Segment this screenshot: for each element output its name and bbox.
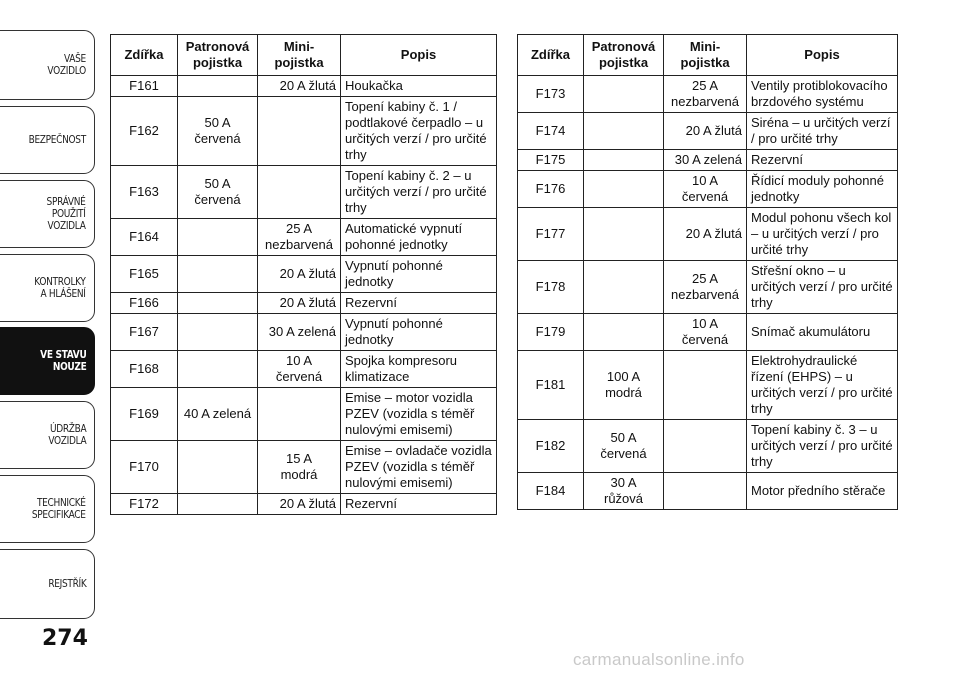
description-cell: Rezervní xyxy=(341,494,497,515)
description-cell: Rezervní xyxy=(747,150,898,171)
description-cell: Vypnutí pohonné jednotky xyxy=(341,256,497,293)
header-cartridge: Patronová pojistka xyxy=(178,35,258,76)
table-row xyxy=(111,494,497,515)
fuse-id-cell: F165 xyxy=(111,256,178,293)
table-row xyxy=(518,261,898,314)
fuse-id-cell: F184 xyxy=(518,473,584,510)
cartridge-fuse-cell xyxy=(178,494,258,515)
cartridge-fuse-cell xyxy=(584,261,664,314)
cartridge-fuse-cell xyxy=(584,76,664,113)
mini-fuse-cell: 20 A žlutá xyxy=(258,293,341,314)
table-row xyxy=(111,97,497,166)
cartridge-fuse-cell xyxy=(178,293,258,314)
cartridge-fuse-cell: 50 A červená xyxy=(178,166,258,219)
fuse-id-cell: F177 xyxy=(518,208,584,261)
mini-fuse-cell xyxy=(664,420,747,473)
fuse-id-cell: F163 xyxy=(111,166,178,219)
fuse-id-cell: F170 xyxy=(111,441,178,494)
fuse-id-cell: F169 xyxy=(111,388,178,441)
description-cell: Emise – motor vozidla PZEV (vozidla s téměř nulovými emisemi) xyxy=(341,388,497,441)
description-cell: Řídicí moduly pohonné jednotky xyxy=(747,171,898,208)
description-cell: Spojka kompresoru klimatizace xyxy=(341,351,497,388)
table-row xyxy=(111,256,497,293)
description-cell: Siréna – u určitých verzí / pro určité trhy xyxy=(747,113,898,150)
tab-ve-stavu-nouze[interactable] xyxy=(0,327,95,395)
tab-vase-vozidlo[interactable] xyxy=(0,30,95,100)
mini-fuse-cell: 15 A modrá xyxy=(258,441,341,494)
cartridge-fuse-cell xyxy=(178,351,258,388)
cartridge-fuse-cell xyxy=(178,314,258,351)
header-fuse: Zdířka xyxy=(518,35,584,76)
mini-fuse-cell: 20 A žlutá xyxy=(258,76,341,97)
cartridge-fuse-cell xyxy=(178,441,258,494)
mini-fuse-cell: 30 A zelená xyxy=(258,314,341,351)
header-fuse: Zdířka xyxy=(111,35,178,76)
table-row xyxy=(518,150,898,171)
mini-fuse-cell: 30 A zelená xyxy=(664,150,747,171)
page-number: 274 xyxy=(42,626,88,651)
tab-bezpecnost[interactable] xyxy=(0,106,95,174)
cartridge-fuse-cell: 30 A růžová xyxy=(584,473,664,510)
section-tabs xyxy=(0,0,100,678)
cartridge-fuse-cell xyxy=(584,171,664,208)
table-row xyxy=(111,219,497,256)
header-mini: Mini-pojistka xyxy=(258,35,341,76)
cartridge-fuse-cell xyxy=(584,113,664,150)
table-row xyxy=(111,293,497,314)
table-row xyxy=(111,166,497,219)
mini-fuse-cell: 10 A červená xyxy=(664,171,747,208)
mini-fuse-cell: 25 A nezbarvená xyxy=(664,261,747,314)
tab-rejstrik[interactable] xyxy=(0,549,95,619)
tab-kontrolky[interactable] xyxy=(0,254,95,322)
description-cell: Emise – ovladače vozidla PZEV (vozidla s téměř nulovými emisemi) xyxy=(341,441,497,494)
table-row xyxy=(518,351,898,420)
description-cell: Automatické vypnutí pohonné jednotky xyxy=(341,219,497,256)
cartridge-fuse-cell xyxy=(178,76,258,97)
mini-fuse-cell: 20 A žlutá xyxy=(258,256,341,293)
cartridge-fuse-cell: 40 A zelená xyxy=(178,388,258,441)
tab-technicke-specifikace[interactable] xyxy=(0,475,95,543)
description-cell: Snímač akumulátoru xyxy=(747,314,898,351)
fuse-id-cell: F172 xyxy=(111,494,178,515)
description-cell: Modul pohonu všech kol – u určitých verzí / pro určité trhy xyxy=(747,208,898,261)
tab-udrzba[interactable] xyxy=(0,401,95,469)
table-header-row xyxy=(518,35,898,76)
cartridge-fuse-cell: 50 A červená xyxy=(584,420,664,473)
mini-fuse-cell: 10 A červená xyxy=(258,351,341,388)
mini-fuse-cell: 20 A žlutá xyxy=(664,208,747,261)
tab-label: TECHNICKÉ SPECIFIKACE xyxy=(32,496,86,521)
cartridge-fuse-cell xyxy=(584,150,664,171)
cartridge-fuse-cell xyxy=(178,256,258,293)
table-row xyxy=(518,473,898,510)
table-row xyxy=(518,171,898,208)
mini-fuse-cell: 25 A nezbarvená xyxy=(258,219,341,256)
fuse-id-cell: F164 xyxy=(111,219,178,256)
cartridge-fuse-cell xyxy=(584,208,664,261)
description-cell: Elektrohydraulické řízení (EHPS) – u určitých verzí / pro určité trhy xyxy=(747,351,898,420)
description-cell: Motor předního stěrače xyxy=(747,473,898,510)
table-row xyxy=(111,441,497,494)
table-row xyxy=(111,314,497,351)
table-row xyxy=(111,76,497,97)
tab-spravne-pouziti[interactable] xyxy=(0,180,95,248)
tab-label: VE STAVU NOUZE xyxy=(39,348,86,373)
mini-fuse-cell xyxy=(258,97,341,166)
fuse-table-left xyxy=(110,34,497,515)
mini-fuse-cell xyxy=(664,473,747,510)
tab-label: BEZPEČNOST xyxy=(28,133,86,146)
description-cell: Topení kabiny č. 1 / podtlakové čerpadlo – u určitých verzí / pro určité trhy xyxy=(341,97,497,166)
fuse-id-cell: F162 xyxy=(111,97,178,166)
table-row xyxy=(518,314,898,351)
mini-fuse-cell xyxy=(258,388,341,441)
tab-label: VAŠE VOZIDLO xyxy=(47,52,86,77)
fuse-id-cell: F174 xyxy=(518,113,584,150)
mini-fuse-cell xyxy=(258,166,341,219)
tab-label: REJSTŘÍK xyxy=(47,577,86,590)
cartridge-fuse-cell xyxy=(584,314,664,351)
mini-fuse-cell: 25 A nezbarvená xyxy=(664,76,747,113)
description-cell: Střešní okno – u určitých verzí / pro určité trhy xyxy=(747,261,898,314)
mini-fuse-cell: 20 A žlutá xyxy=(664,113,747,150)
description-cell: Houkačka xyxy=(341,76,497,97)
table-row xyxy=(518,420,898,473)
fuse-id-cell: F178 xyxy=(518,261,584,314)
fuse-id-cell: F181 xyxy=(518,351,584,420)
fuse-id-cell: F176 xyxy=(518,171,584,208)
header-mini: Mini-pojistka xyxy=(664,35,747,76)
cartridge-fuse-cell xyxy=(178,219,258,256)
description-cell: Topení kabiny č. 2 – u určitých verzí / pro určité trhy xyxy=(341,166,497,219)
table-row xyxy=(518,113,898,150)
tab-label: ÚDRŽBA VOZIDLA xyxy=(47,422,86,447)
table-header-row xyxy=(111,35,497,76)
watermark: carmanualsonline.info xyxy=(573,650,745,669)
fuse-id-cell: F167 xyxy=(111,314,178,351)
table-row xyxy=(518,76,898,113)
fuse-table-right xyxy=(517,34,898,510)
fuse-id-cell: F166 xyxy=(111,293,178,314)
header-cartridge: Patronová pojistka xyxy=(584,35,664,76)
table-row xyxy=(111,351,497,388)
fuse-id-cell: F179 xyxy=(518,314,584,351)
description-cell: Rezervní xyxy=(341,293,497,314)
mini-fuse-cell: 10 A červená xyxy=(664,314,747,351)
description-cell: Vypnutí pohonné jednotky xyxy=(341,314,497,351)
table-row xyxy=(111,388,497,441)
fuse-id-cell: F175 xyxy=(518,150,584,171)
fuse-id-cell: F173 xyxy=(518,76,584,113)
header-desc: Popis xyxy=(341,35,497,76)
mini-fuse-cell: 20 A žlutá xyxy=(258,494,341,515)
description-cell: Topení kabiny č. 3 – u určitých verzí / pro určité trhy xyxy=(747,420,898,473)
mini-fuse-cell xyxy=(664,351,747,420)
tab-label: KONTROLKY A HLÁŠENÍ xyxy=(34,275,86,300)
cartridge-fuse-cell: 100 A modrá xyxy=(584,351,664,420)
cartridge-fuse-cell: 50 A červená xyxy=(178,97,258,166)
fuse-id-cell: F182 xyxy=(518,420,584,473)
tab-label: SPRÁVNÉ POUŽITÍ VOZIDLA xyxy=(47,195,86,232)
table-row xyxy=(518,208,898,261)
fuse-id-cell: F161 xyxy=(111,76,178,97)
fuse-id-cell: F168 xyxy=(111,351,178,388)
header-desc: Popis xyxy=(747,35,898,76)
description-cell: Ventily protiblokovacího brzdového systému xyxy=(747,76,898,113)
